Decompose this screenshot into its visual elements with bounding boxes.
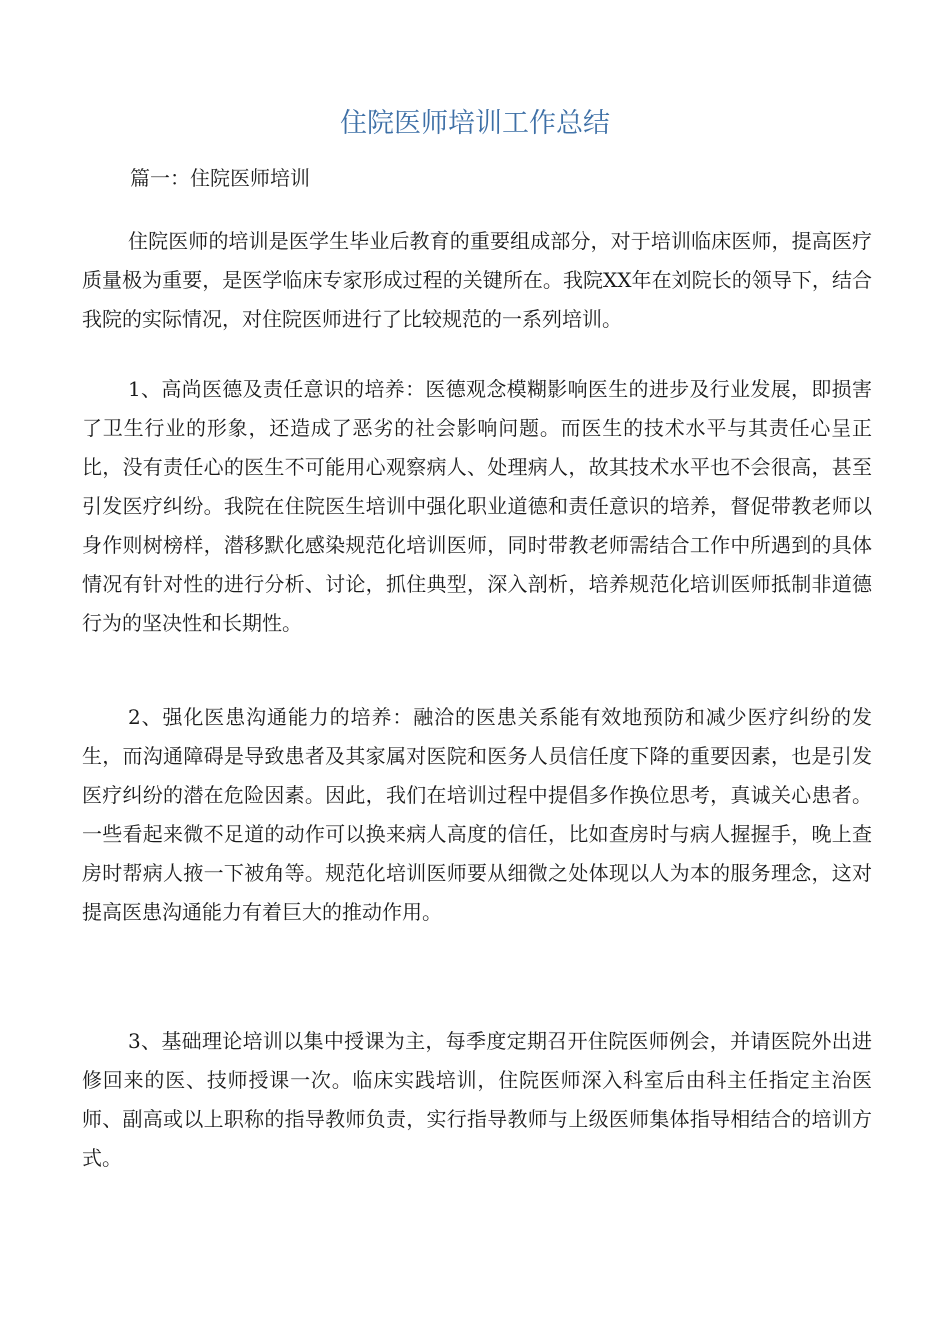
paragraph-theory-training: 3、基础理论培训以集中授课为主，每季度定期召开住院医师例会，并请医院外出进修回来的医、技师授课一次。临床实践培训，住院医师深入科室后由科主任指定主治医师、副高或以上职称的指导教师负责，实行指导教师与上级医师集体指导相结合的培训方式。 <box>82 1029 872 1170</box>
section-heading: 篇一：住院医师培训 <box>130 166 310 190</box>
document-title: 住院医师培训工作总结 <box>340 108 610 139</box>
paragraph-communication-training: 2、强化医患沟通能力的培养：融洽的医患关系能有效地预防和减少医疗纠纷的发生，而沟通障碍是导致患者及其家属对医院和医务人员信任度下降的重要因素，也是引发医疗纠纷的潜在危险因素。因此，我们在培训过程中提倡多作换位思考，真诚关心患者。一些看起来微不足道的动作可以换来病人高度的信任，比如查房时与病人握握手，晚上查房时帮病人掖一下被角等。规范化培训医师要从细微之处体现以人为本的服务理念，这对提高医患沟通能力有着巨大的推动作用。 <box>82 705 872 924</box>
paragraph-ethics-training: 1、高尚医德及责任意识的培养：医德观念模糊影响医生的进步及行业发展，即损害了卫生行业的形象，还造成了恶劣的社会影响问题。而医生的技术水平与其责任心呈正比，没有责任心的医生不可能用心观察病人、处理病人，故其技术水平也不会很高，甚至引发医疗纠纷。我院在住院医生培训中强化职业道德和责任意识的培养，督促带教老师以身作则树榜样，潜移默化感染规范化培训医师，同时带教老师需结合工作中所遇到的具体情况有针对性的进行分析、讨论，抓住典型，深入剖析，培养规范化培训医师抵制非道德行为的坚决性和长期性。 <box>82 377 872 635</box>
paragraph-intro: 住院医师的培训是医学生毕业后教育的重要组成部分，对于培训临床医师，提高医疗质量极为重要，是医学临床专家形成过程的关键所在。我院XX年在刘院长的领导下，结合我院的实际情况，对住院医师进行了比较规范的一系列培训。 <box>82 229 872 331</box>
